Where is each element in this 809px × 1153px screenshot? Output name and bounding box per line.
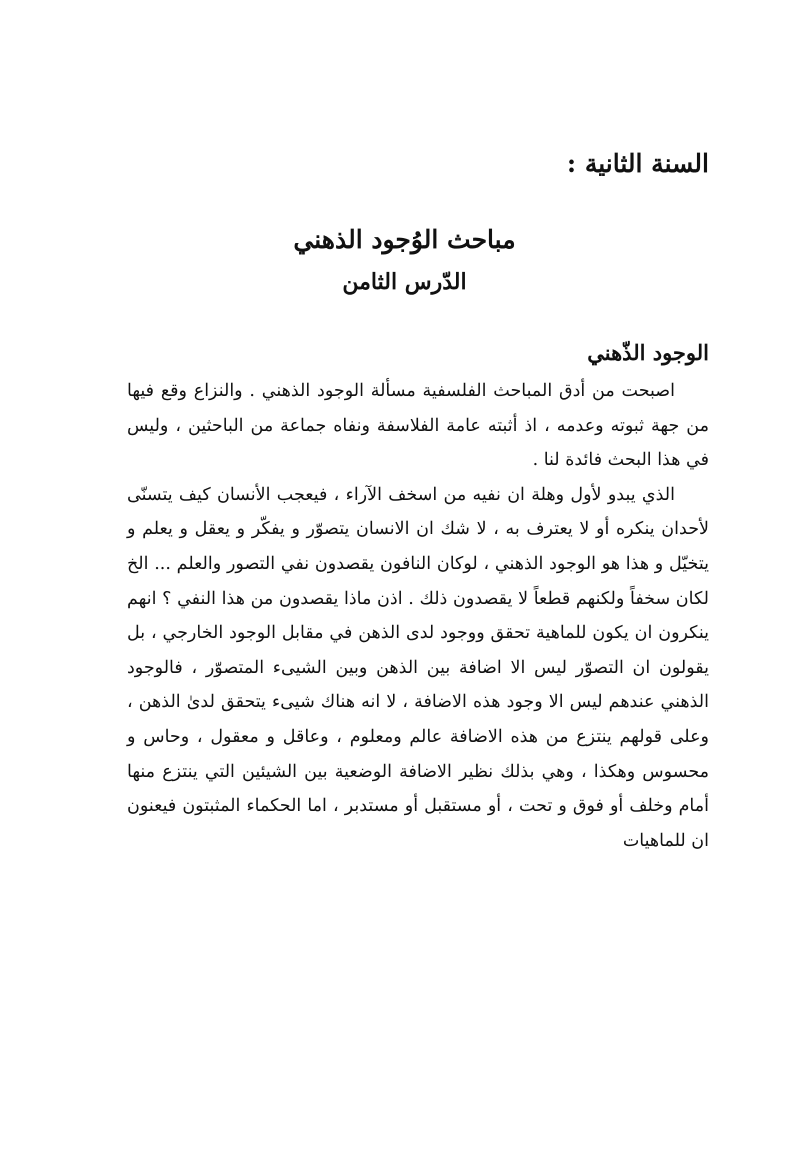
section-heading: الوجود الذّهني	[587, 340, 709, 365]
paragraph-2: الذي يبدو لأول وهلة ان نفيه من اسخف الآراء ، فيعجب الأنسان كيف يتسنّى لأحدان ينكره أو لا يعترف به ، لا شك ان الانسان يتصوّر و يفكّر و يعقل و يعلم و يتخيّل و هذا هو الوجود الذهني ، لوكان النافون يقصدون نفي التصور والعلم ... الخ لكان سخفاً ولكنهم قطعاً لا يقصدون ذلك . اذن ماذا يقصدون من هذا النفي ؟ انهم ينكرون ان يكون للماهية تحقق ووجود لدى الذهن في مقابل الوجود الخارجي ، بل يقولون ان التصوّر ليس الا اضافة بين الذهن وبين الشيىء المتصوّر ، فالوجود الذهني عندهم ليس الا وجود هذه الاضافة ، لا انه هناك شيىء يتحقق لدىٰ الذهن ، وعلى قولهم ينتزع من هذه الاضافة عالم ومعلوم ، وعاقل و معقول ، وحاس و محسوس وهكذا ، وهي بذلك نظير الاضافة الوضعية بين الشيئين التي ينتزع منها أمام وخلف أو فوق و تحت ، أو مستقبل أو مستدبر ، اما الحكماء المثبتون فيعنون ان للماهيات	[127, 484, 709, 851]
main-title: مباحث الوُجود الذهني	[293, 225, 516, 254]
body-text	[127, 374, 709, 858]
paragraph-1: اصبحت من أدق المباحث الفلسفية مسألة الوجود الذهني . والنزاع وقع فيها من جهة ثبوته وعدمه ، اذ أثبته عامة الفلاسفة ونفاه جماعة من الباحثين ، وليس في هذا البحث فائدة لنا .	[127, 381, 709, 471]
series-label: السنة الثانية :	[566, 149, 709, 178]
lesson-title: الدّرس الثامن	[342, 269, 467, 295]
title-block	[0, 220, 809, 300]
